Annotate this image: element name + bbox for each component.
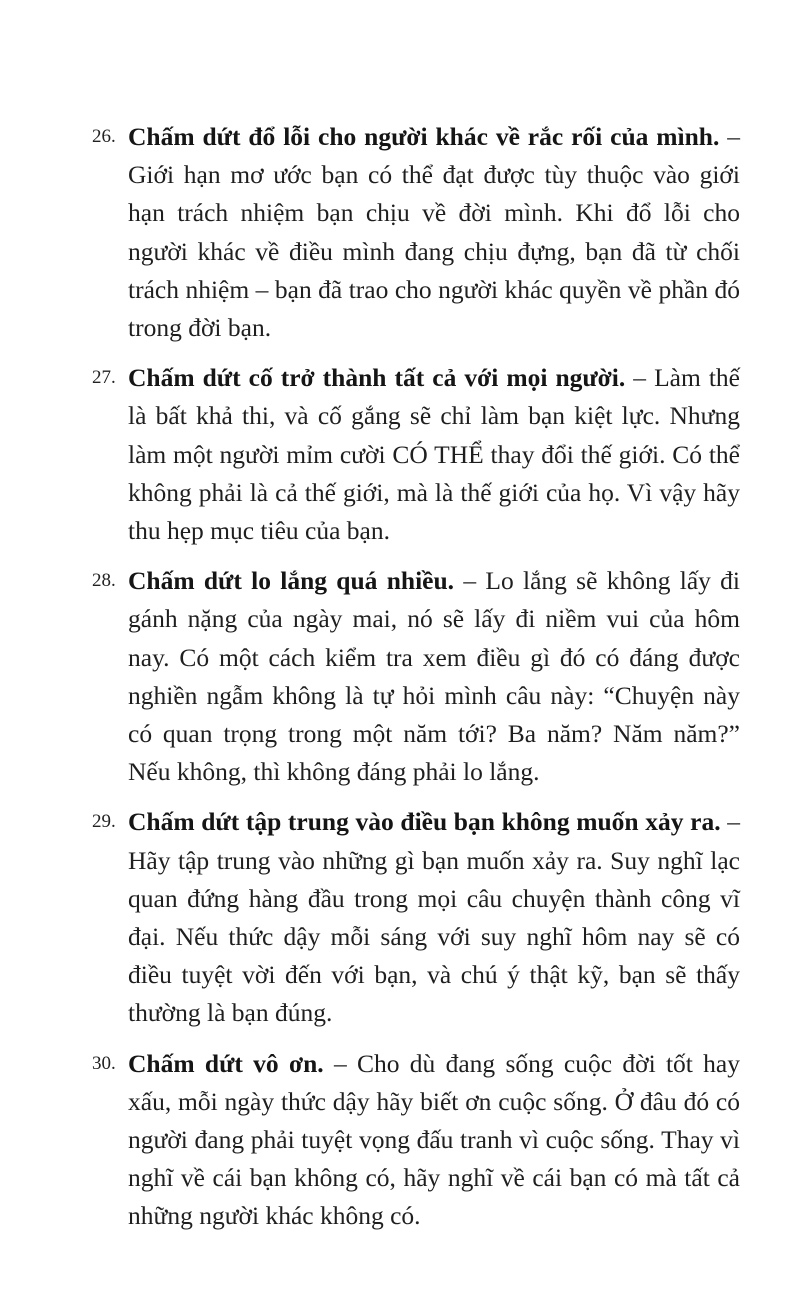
item-heading: Chấm dứt đổ lỗi cho người khác về rắc rối của mình. (128, 122, 720, 151)
item-body: Chấm dứt đổ lỗi cho người khác về rắc rối của mình. – Giới hạn mơ ước bạn có thể đạt được tùy thuộc vào giới hạn trách nhiệm bạn chịu về đời mình. Khi đổ lỗi cho người khác về điều mình đang chịu đựng, bạn đã từ chối trách nhiệm – bạn đã trao cho người khác quyền về phần đó trong đời bạn. (128, 122, 740, 343)
item-heading: Chấm dứt cố trở thành tất cả với mọi người. (128, 363, 626, 393)
list-item (92, 562, 740, 791)
list-item (92, 359, 740, 550)
item-number: 30. (92, 1052, 116, 1074)
item-number: 28. (92, 570, 116, 592)
item-text: Giới hạn mơ ước bạn có thể đạt được tùy thuộc vào giới hạn trách nhiệm bạn chịu về đời mình. Khi đổ lỗi cho người khác về điều mình đang chịu đựng, bạn đã từ chối trách nhiệm – bạn đã trao cho người khác quyền về phần đó trong đời bạn. (128, 160, 740, 343)
item-text: Hãy tập trung vào những gì bạn muốn xảy ra. Suy nghĩ lạc quan đứng hàng đầu trong mọi câu chuyện thành công vĩ đại. Nếu thức dậy mỗi sáng với suy nghĩ hôm nay sẽ có điều tuyệt vời đến với bạn, và chú ý thật kỹ, bạn sẽ thấy thường là bạn đúng. (128, 845, 740, 1028)
list-item (92, 118, 740, 347)
item-heading: Chấm dứt vô ơn. (128, 1048, 324, 1078)
item-number: 26. (92, 126, 116, 147)
item-body: Chấm dứt tập trung vào điều bạn không muốn xảy ra. – Hãy tập trung vào những gì bạn muốn xảy ra. Suy nghĩ lạc quan đứng hàng đầu trong mọi câu chuyện thành công vĩ đại. Nếu thức dậy mỗi sáng với suy nghĩ hôm nay sẽ có điều tuyệt vời đến với bạn, và chú ý thật kỹ, bạn sẽ thấy thường là bạn đúng. (128, 807, 741, 1028)
item-heading: Chấm dứt tập trung vào điều bạn không muốn xảy ra. (128, 807, 721, 837)
item-text: Làm thế là bất khả thi, và cố gắng sẽ chỉ làm bạn kiệt lực. Nhưng làm một người mỉm cười CÓ THỂ thay đổi thế giới. Có thể không phải là cả thế giới, mà là thế giới của họ. Vì vậy hãy thu hẹp mục tiêu của bạn. (128, 363, 740, 546)
item-body: Chấm dứt vô ơn. – Cho dù đang sống cuộc đời tốt hay xấu, mỗi ngày thức dậy hãy biết ơn cuộc sống. Ở đâu đó có người đang phải tuyệt vọng đấu tranh vì cuộc sống. Thay vì nghĩ về cái bạn không có, hãy nghĩ về cái bạn có mà tất cả những người khác không có. (128, 1048, 740, 1231)
item-text: Cho dù đang sống cuộc đời tốt hay xấu, mỗi ngày thức dậy hãy biết ơn cuộc sống. Ở đâu đó có người đang phải tuyệt vọng đấu tranh vì cuộc sống. Thay vì nghĩ về cái bạn không có, hãy nghĩ về cái bạn có mà tất cả những người khác không có. (128, 1048, 740, 1231)
list-item (92, 1045, 740, 1236)
item-number: 29. (92, 811, 116, 833)
item-heading: Chấm dứt lo lắng quá nhiều. (128, 566, 455, 596)
item-body: Chấm dứt cố trở thành tất cả với mọi người. – Làm thế là bất khả thi, và cố gắng sẽ chỉ làm bạn kiệt lực. Nhưng làm một người mỉm cười CÓ THỂ thay đổi thế giới. Có thể không phải là cả thế giới, mà là thế giới của họ. Vì vậy hãy thu hẹp mục tiêu của bạn. (128, 363, 740, 546)
item-text: Lo lắng sẽ không lấy đi gánh nặng của ngày mai, nó sẽ lấy đi niềm vui của hôm nay. Có một cách kiểm tra xem điều gì đó có đáng được nghiền ngẫm không là tự hỏi mình câu này: “Chuyện này có quan trọng trong một năm tới? Ba năm? Năm năm?” Nếu không, thì không đáng phải lo lắng. (128, 566, 741, 787)
item-body: Chấm dứt lo lắng quá nhiều. – Lo lắng sẽ không lấy đi gánh nặng của ngày mai, nó sẽ lấy đi niềm vui của hôm nay. Có một cách kiểm tra xem điều gì đó có đáng được nghiền ngẫm không là tự hỏi mình câu này: “Chuyện này có quan trọng trong một năm tới? Ba năm? Năm năm?” Nếu không, thì không đáng phải lo lắng. (128, 566, 741, 787)
list-item (92, 803, 740, 1032)
item-number: 27. (92, 367, 116, 389)
